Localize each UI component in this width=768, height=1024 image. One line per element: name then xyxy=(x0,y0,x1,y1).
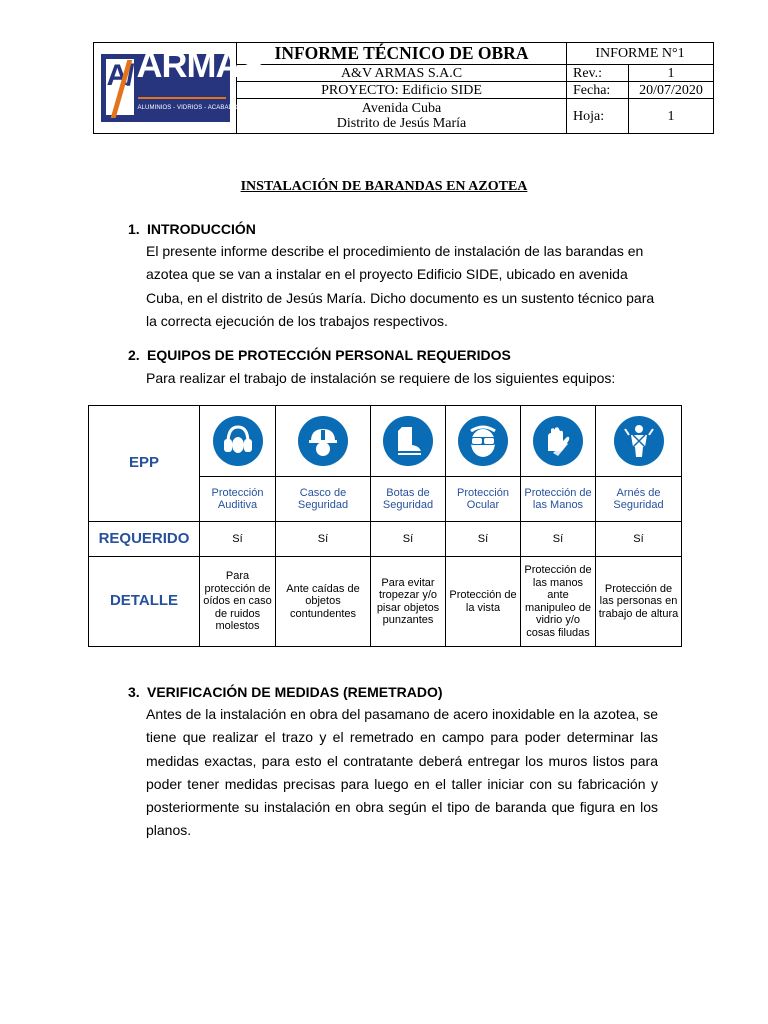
ppe-name: Protección de las Manos xyxy=(521,477,596,522)
ppe-detail: Protección de la vista xyxy=(446,557,521,647)
project-address xyxy=(237,99,567,134)
row-label-required: REQUERIDO xyxy=(89,522,200,557)
ppe-detail: Ante caídas de objetos contundentes xyxy=(276,557,371,647)
company-name: A&V ARMAS S.A.C xyxy=(237,65,567,82)
section-heading-measurements xyxy=(128,684,443,700)
revision-value: 1 xyxy=(629,65,714,82)
report-title: INFORME TÉCNICO DE OBRA xyxy=(237,43,567,65)
ppe-icon-cell xyxy=(521,406,596,477)
address-line-1: Avenida Cuba xyxy=(361,101,442,116)
ppe-detail: Protección de las manos ante manipuleo de vidrio y/o cosas filudas xyxy=(521,557,596,647)
ppe-required: Sí xyxy=(446,522,521,557)
ppe-icon-cell xyxy=(371,406,446,477)
section-number: 1. xyxy=(128,221,140,237)
project-name: PROYECTO: Edificio SIDE xyxy=(237,82,567,99)
ppe-name: Protección Ocular xyxy=(446,477,521,522)
company-logo xyxy=(101,44,264,122)
ppe-name: Protección Auditiva xyxy=(200,477,276,522)
company-logo-cell xyxy=(94,43,264,134)
logo-word: ARMAS xyxy=(136,44,264,85)
report-header xyxy=(93,42,714,134)
ppe-name: Arnés de Seguridad xyxy=(596,477,682,522)
report-number: INFORME N°1 xyxy=(567,43,714,65)
section-body-introduction: El presente informe describe el procedimiento de instalación de las barandas en azotea que se van a instalar en el proyecto Edificio SIDE, ubicado en avenida Cuba, en el distrito de Jesús María. Dicho documento es un sustento técnico para la correcta ejecución de los trabajos respectivos. xyxy=(146,243,655,329)
ear-protection-icon xyxy=(213,416,263,466)
ppe-name: Casco de Seguridad xyxy=(276,477,371,522)
logo-rule xyxy=(138,97,226,99)
row-label-epp: EPP xyxy=(89,406,200,522)
section-body-ppe: Para realizar el trabajo de instalación se requiere de los siguientes equipos: xyxy=(146,370,616,386)
ppe-required: Sí xyxy=(521,522,596,557)
section-title: VERIFICACIÓN DE MEDIDAS (REMETRADO) xyxy=(147,684,443,700)
ppe-icon-cell xyxy=(446,406,521,477)
address-line-2: Distrito de Jesús María xyxy=(336,116,467,131)
section-title: INTRODUCCIÓN xyxy=(147,221,256,237)
section-number: 2. xyxy=(128,347,140,363)
section-body-measurements: Antes de la instalación en obra del pasamano de acero inoxidable en la azotea, se tiene que realizar el trazo y el remetrado en campo para poder determinar las medidas exactas, para esto el contratante deberá entregar los muros listos para poder tener medidas precisas para luego en el taller iniciar con su fabricación y posteriormente su instalación en obra según el tipo de baranda que figura en los planos. xyxy=(146,706,658,839)
ppe-detail: Para evitar tropezar y/o pisar objetos punzantes xyxy=(371,557,446,647)
section-heading-introduction xyxy=(128,221,256,237)
ppe-icon-cell xyxy=(276,406,371,477)
page-value: 1 xyxy=(629,99,714,134)
row-label-detail: DETALLE xyxy=(89,557,200,647)
logo-initials: A/ xyxy=(106,59,133,92)
section-heading-ppe xyxy=(128,347,511,363)
revision-label: Rev.: xyxy=(567,65,629,82)
safety-goggles-icon xyxy=(458,416,508,466)
hard-hat-icon xyxy=(298,416,348,466)
safety-harness-icon xyxy=(614,416,664,466)
section-number: 3. xyxy=(128,684,140,700)
date-label: Fecha: xyxy=(567,82,629,99)
section-title: EQUIPOS DE PROTECCIÓN PERSONAL REQUERIDOS xyxy=(147,347,511,363)
ppe-required: Sí xyxy=(371,522,446,557)
ppe-icon-cell xyxy=(200,406,276,477)
ppe-required: Sí xyxy=(200,522,276,557)
page-label: Hoja: xyxy=(567,99,629,134)
ppe-name: Botas de Seguridad xyxy=(371,477,446,522)
date-value: 20/07/2020 xyxy=(629,82,714,99)
ppe-required: Sí xyxy=(276,522,371,557)
gloves-icon xyxy=(533,416,583,466)
ppe-required: Sí xyxy=(596,522,682,557)
ppe-detail: Protección de las personas en trabajo de altura xyxy=(596,557,682,647)
document-title: INSTALACIÓN DE BARANDAS EN AZOTEA xyxy=(240,179,528,194)
logo-tagline: ALUMINIOS - VIDRIOS - ACABADOS xyxy=(137,105,242,111)
ppe-icon-cell xyxy=(596,406,682,477)
ppe-table xyxy=(88,405,682,647)
safety-boot-icon xyxy=(383,416,433,466)
ppe-detail: Para protección de oídos en caso de ruidos molestos xyxy=(200,557,276,647)
